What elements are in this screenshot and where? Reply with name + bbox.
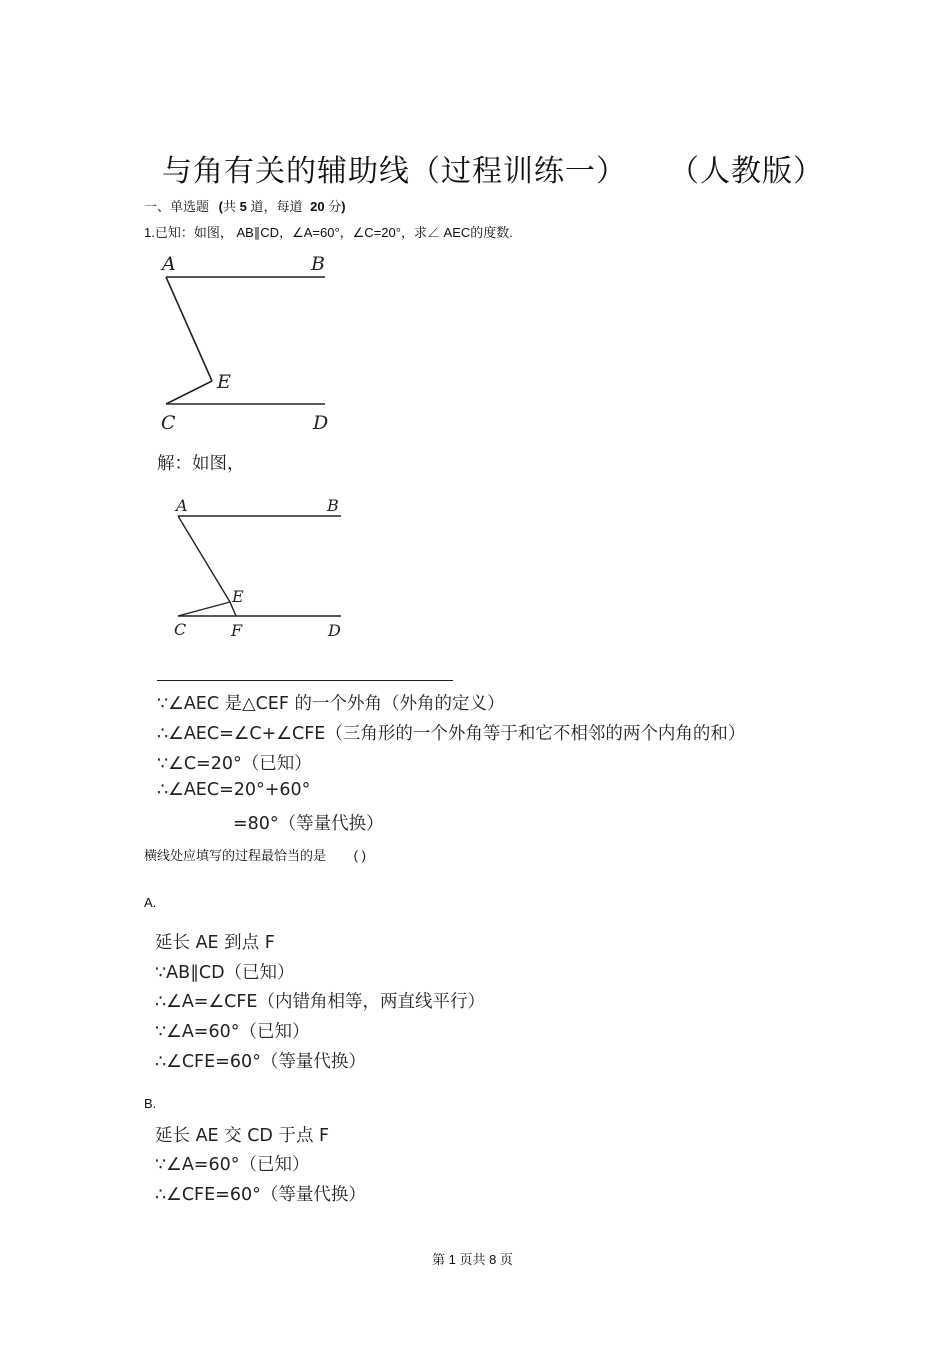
fig2-label-b: B bbox=[327, 496, 339, 515]
prompt-paren: ( ) bbox=[353, 848, 366, 863]
title-main: 与角有关的辅助线（过程训练一） bbox=[162, 154, 627, 189]
proof-line-2: ∴∠AEC=∠C+∠CFE（三角形的一个外角等于和它不相邻的两个内角的和） bbox=[157, 724, 746, 744]
solution-intro: 解：如图， bbox=[157, 454, 245, 474]
question-stem: 1.已知：如图， AB∥CD，∠A=60°，∠C=20°，求∠ AEC的度数. bbox=[144, 225, 513, 240]
option-b-label[interactable]: B. bbox=[144, 1096, 157, 1111]
document-title bbox=[162, 146, 824, 190]
section-score: 20 bbox=[310, 199, 325, 214]
fig2-label-a: A bbox=[176, 496, 188, 515]
section-prefix: 一、单选题 bbox=[144, 199, 210, 214]
fig1-label-c: C bbox=[161, 412, 176, 434]
section-count: 5 bbox=[239, 199, 247, 214]
line-ae bbox=[166, 277, 212, 381]
proof-line-5: =80°（等量代换） bbox=[233, 814, 384, 834]
option-a-line-4: ∵∠A=60°（已知） bbox=[155, 1022, 310, 1042]
option-a-label[interactable]: A. bbox=[144, 895, 157, 910]
option-b-line-2: ∵∠A=60°（已知） bbox=[155, 1155, 310, 1175]
option-a-line-1: 延长 AE 到点 F bbox=[155, 933, 275, 953]
fig2-label-f: F bbox=[231, 621, 243, 640]
line-ec bbox=[166, 381, 212, 404]
option-a-line-2: ∵AB∥CD（已知） bbox=[155, 963, 295, 983]
question-prompt bbox=[144, 845, 366, 864]
fig2-label-d: D bbox=[328, 621, 341, 640]
fig1-label-b: B bbox=[311, 253, 325, 275]
line-ae-2 bbox=[178, 516, 230, 602]
section-fen: 分 bbox=[328, 199, 342, 214]
proof-line-3: ∵∠C=20°（已知） bbox=[157, 754, 312, 774]
section-open-paren: ( bbox=[218, 199, 223, 214]
answer-blank-line bbox=[157, 680, 453, 681]
option-a-line-3: ∴∠A=∠CFE（内错角相等，两直线平行） bbox=[155, 992, 485, 1012]
figure-2 bbox=[170, 490, 360, 650]
figure-1 bbox=[150, 250, 350, 440]
section-header bbox=[144, 196, 346, 215]
section-close-paren: ) bbox=[341, 199, 346, 214]
fig2-label-e: E bbox=[232, 587, 244, 606]
section-dao: 道，每道 bbox=[250, 199, 303, 214]
prompt-text: 横线处应填写的过程最恰当的是 bbox=[144, 848, 327, 863]
option-b-line-1: 延长 AE 交 CD 于点 F bbox=[155, 1126, 330, 1146]
fig1-label-d: D bbox=[313, 412, 329, 434]
line-ec-2 bbox=[178, 602, 230, 616]
fig2-label-c: C bbox=[174, 620, 187, 639]
option-b-line-3: ∴∠CFE=60°（等量代换） bbox=[155, 1185, 366, 1205]
fig1-label-a: A bbox=[162, 253, 176, 275]
fig1-label-e: E bbox=[217, 371, 231, 393]
page-footer: 第 1 页共 8 页 bbox=[432, 1252, 513, 1267]
proof-line-1: ∵∠AEC 是△CEF 的一个外角（外角的定义） bbox=[157, 694, 505, 714]
option-a-line-5: ∴∠CFE=60°（等量代换） bbox=[155, 1052, 366, 1072]
section-gong: 共 bbox=[222, 199, 236, 214]
proof-line-4: ∴∠AEC=20°+60° bbox=[157, 780, 311, 800]
title-edition: （人教版） bbox=[669, 154, 824, 189]
